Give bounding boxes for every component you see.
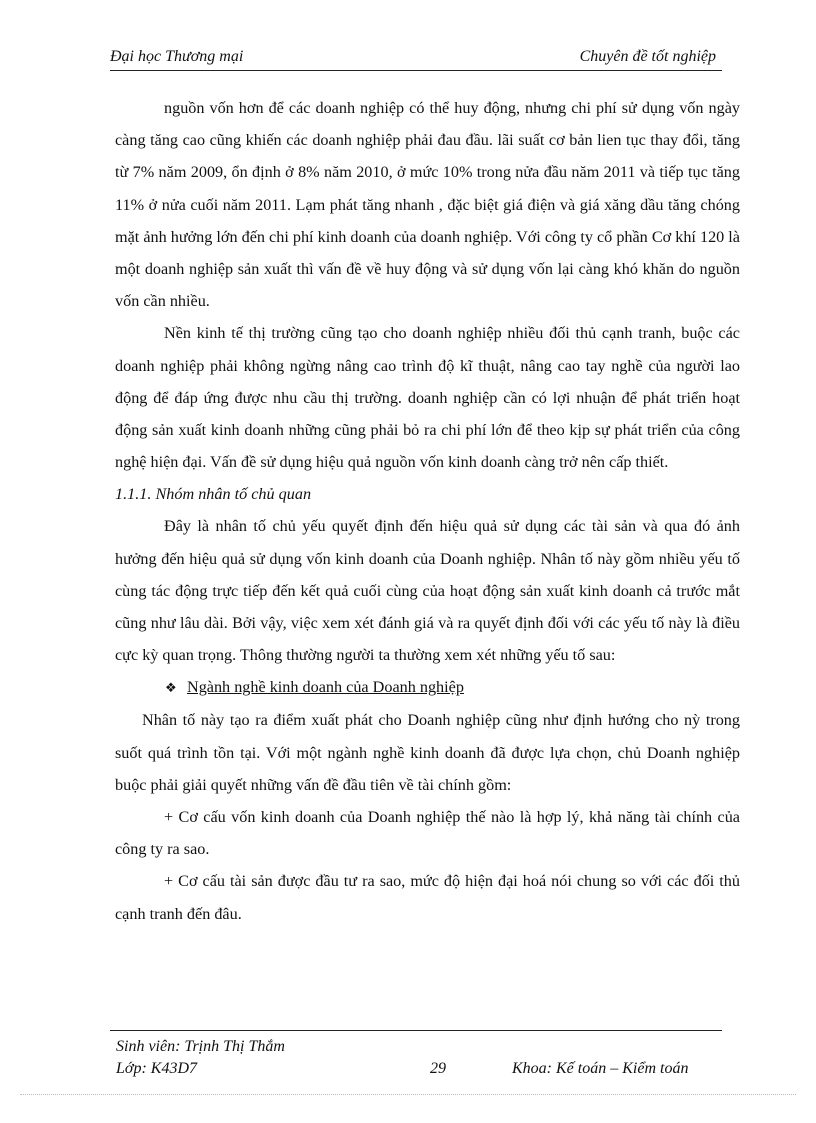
footer-divider xyxy=(110,1030,722,1031)
section-heading: 1.1.1. Nhóm nhân tố chủ quan xyxy=(115,485,312,504)
paragraph-1: nguồn vốn hơn để các doanh nghiệp có thể huy động, nhưng chi phí sử dụng vốn ngày càng tăng cao cũng khiến các doanh nghiệp phải đau đầu. lãi suất cơ bản lien tục thay đổi, tăng từ 7% năm 2009, ổn định ở 8% năm 2010, ở mức 10% trong nửa đầu năm 2011 và tiếp tục tăng 11% ở nửa cuối năm 2011. Lạm phát tăng nhanh , đặc biệt giá điện và giá xăng dầu tăng chóng mặt ảnh hưởng lớn đến chi phí kinh doanh của doanh nghiệp. Với công ty cổ phần Cơ khí 120 là một doanh nghiệp sản xuất thì vấn đề về huy động và sử dụng vốn lại càng khó khăn do nguồn vốn cần nhiều. xyxy=(115,99,740,311)
page-header xyxy=(110,48,722,71)
diamond-bullet-icon: ❖ xyxy=(165,680,177,696)
paragraph-4: Nhân tố này tạo ra điểm xuất phát cho Doanh nghiệp cũng như định hướng cho nỳ trong suốt quá trình tồn tại. Với một ngành nghề kinh doanh đã được lựa chọn, chủ Doanh nghiệp buộc phải giải quyết những vấn đề đầu tiên về tài chính gồm: xyxy=(115,711,740,794)
footer-class: Lớp: K43D7 xyxy=(116,1060,197,1077)
bullet-heading xyxy=(115,671,740,704)
bullet-heading-text: Ngành nghề kinh doanh của Doanh nghiệp xyxy=(187,678,464,697)
paragraph-5: + Cơ cấu vốn kinh doanh của Doanh nghiệp thế nào là hợp lý, khả năng tài chính của công ty ra sao. xyxy=(115,808,740,859)
paragraph-2: Nền kinh tế thị trường cũng tạo cho doanh nghiệp nhiều đối thủ cạnh tranh, buộc các doanh nghiệp phải không ngừng nâng cao trình độ kĩ thuật, nâng cao tay nghề của người lao động để đáp ứng được nhu cầu thị trường. doanh nghiệp cần có lợi nhuận để phát triển hoạt động sản xuất kinh doanh những cũng phải bỏ ra chi phí lớn để theo kịp sự phát triển của công nghệ hiện đại. Vấn đề sử dụng hiệu quả nguồn vốn kinh doanh càng trở nên cấp thiết. xyxy=(115,324,740,472)
paragraph-6: + Cơ cấu tài sản được đầu tư ra sao, mức độ hiện đại hoá nói chung so với các đối thủ cạnh tranh đến đâu. xyxy=(115,872,740,923)
page-bottom-divider xyxy=(20,1094,796,1095)
header-university: Đại học Thương mại xyxy=(110,48,244,65)
document-body xyxy=(115,92,740,930)
footer-page-number: 29 xyxy=(430,1060,446,1077)
footer-department: Khoa: Kế toán – Kiểm toán xyxy=(512,1060,689,1077)
page-footer xyxy=(116,1036,716,1080)
paragraph-3: Đây là nhân tố chủ yếu quyết định đến hiệu quả sử dụng các tài sản và qua đó ảnh hưởng đến hiệu quả sử dụng vốn kinh doanh của Doanh nghiệp. Nhân tố này gồm nhiều yếu tố cùng tác động trực tiếp đến kết quả cuối cùng của hoạt động sản xuất kinh doanh cả trước mắt cũng như lâu dài. Bởi vậy, việc xem xét đánh giá và ra quyết định đối với các yếu tố này là điều cực kỳ quan trọng. Thông thường người ta thường xem xét những yếu tố sau: xyxy=(115,517,740,665)
footer-student: Sinh viên: Trịnh Thị Thắm xyxy=(116,1038,285,1055)
header-report-type: Chuyên đề tốt nghiệp xyxy=(579,48,716,65)
